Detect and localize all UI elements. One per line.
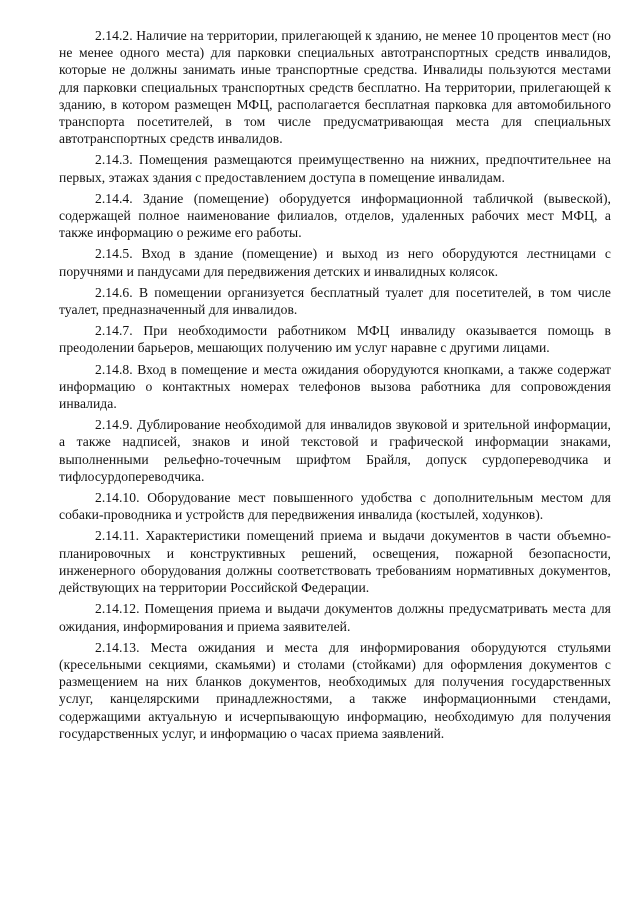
paragraph-2-14-7: 2.14.7. При необходимости работником МФЦ инвалиду оказывается помощь в преодолении барьеров, мешающих получению им услуг наравне с другими лицами. xyxy=(59,323,611,356)
paragraph-2-14-5: 2.14.5. Вход в здание (помещение) и выход из него оборудуются лестницами с поручнями и пандусами для передвижения детских и инвалидных колясок. xyxy=(59,246,611,279)
paragraph-2-14-8: 2.14.8. Вход в помещение и места ожидания оборудуются кнопками, а также содержат информацию о контактных номерах телефонов вызова работника для сопровождения инвалида. xyxy=(59,361,611,412)
paragraph-2-14-13: 2.14.13. Места ожидания и места для информирования оборудуются стульями (кресельными секциями, скамьями) и столами (стойками) для оформления документов с размещением на них бланков документов, необходимых для получения государственных услуг, канцелярскими принадлежностями, а также информационными стендами, содержащими актуальную и исчерпывающую информацию, необходимую для получения государственных услуг, и информацию о часах приема заявлений. xyxy=(59,639,611,741)
paragraph-2-14-3: 2.14.3. Помещения размещаются преимущественно на нижних, предпочтительнее на первых, этажах здания с предоставлением доступа в помещение инвалидам. xyxy=(59,152,611,185)
paragraph-2-14-10: 2.14.10. Оборудование мест повышенного удобства с дополнительным местом для собаки-проводника и устройств для передвижения инвалида (костылей, ходунков). xyxy=(59,490,611,523)
paragraph-2-14-12: 2.14.12. Помещения приема и выдачи документов должны предусматривать места для ожидания, информирования и приема заявителей. xyxy=(59,601,611,634)
paragraph-2-14-6: 2.14.6. В помещении организуется бесплатный туалет для посетителей, в том числе туалет, предназначенный для инвалидов. xyxy=(59,284,611,318)
paragraph-2-14-4: 2.14.4. Здание (помещение) оборудуется информационной табличкой (вывеской), содержащей полное наименование филиалов, отделов, удаленных рабочих мест МФЦ, а также информацию о режиме его работы. xyxy=(59,190,611,241)
paragraph-2-14-9: 2.14.9. Дублирование необходимой для инвалидов звуковой и зрительной информации, а также надписей, знаков и иной текстовой и графической информации знаками, выполненными рельефно-точечным шрифтом Брайля, допуск сурдопереводчика и тифлосурдопереводчика. xyxy=(59,417,611,484)
paragraph-2-14-11: 2.14.11. Характеристики помещений приема и выдачи документов в части объемно-планировочных и конструктивных решений, освещения, пожарной безопасности, инженерного оборудования должны соответствовать требованиям нормативных документов, действующих на территории Российской Федерации. xyxy=(59,528,611,596)
paragraph-2-14-2: 2.14.2. Наличие на территории, прилегающей к зданию, не менее 10 процентов мест (но не менее одного места) для парковки специальных автотранспортных средств инвалидов, которые не должны занимать иные транспортные средства. Инвалиды пользуются местами для парковки специальных транспортных средств бесплатно. На территории, прилегающей к зданию, в котором размещен МФЦ, располагается бесплатная парковка для автомобильного транспорта посетителей, в том числе предусматривающая места для специальных автотранспортных средств инвалидов. xyxy=(59,28,611,147)
